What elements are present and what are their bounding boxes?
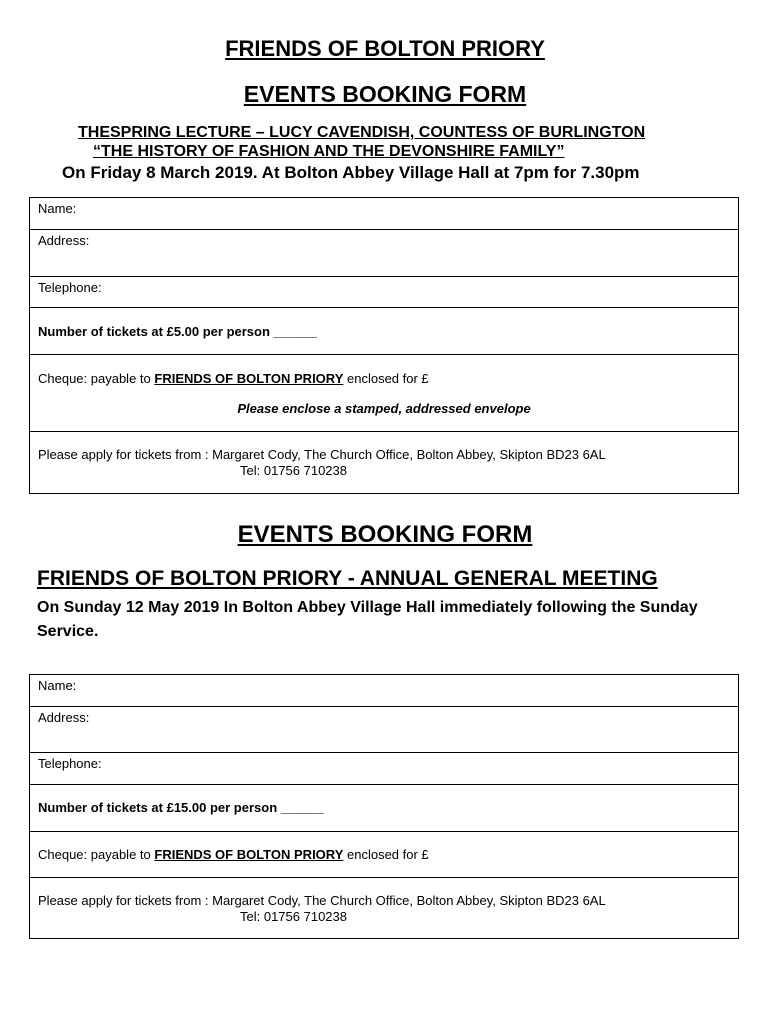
form-title: EVENTS BOOKING FORM	[243, 81, 527, 107]
agm-details: On Sunday 12 May 2019 In Bolton Abbey Village Hall immediately following the Sunday Service.	[37, 599, 698, 640]
cheque-prefix: Cheque: payable to	[38, 371, 155, 386]
name-label: Name:	[38, 201, 77, 216]
telephone-row[interactable]	[30, 753, 738, 785]
apply-line-1: Please apply for tickets from : Margaret Cody, The Church Office, Bolton Abbey, Skipton BD23 6AL	[38, 893, 606, 908]
cheque-suffix[interactable]: enclosed for £	[343, 371, 429, 386]
apply-line-1: Please apply for tickets from : Margaret Cody, The Church Office, Bolton Abbey, Skipton BD23 6AL	[38, 447, 606, 462]
envelope-note: Please enclose a stamped, addressed envelope	[237, 401, 531, 416]
lecture-title: THESPRING LECTURE – LUCY CAVENDISH, COUNTESS OF BURLINGTON	[78, 124, 646, 141]
cheque-line	[38, 847, 429, 862]
cheque-payee: FRIENDS OF BOLTON PRIORY	[154, 847, 344, 862]
name-row[interactable]	[30, 675, 738, 707]
apply-telephone: Tel: 01756 710238	[240, 463, 347, 478]
lecture-booking-form	[29, 197, 739, 494]
agm-form-title: EVENTS BOOKING FORM	[237, 521, 533, 548]
telephone-label: Telephone:	[38, 280, 102, 295]
lecture-date-venue: On Friday 8 March 2019. At Bolton Abbey Village Hall at 7pm for 7.30pm	[62, 163, 640, 182]
agm-booking-form	[29, 674, 739, 939]
tickets-row[interactable]	[30, 308, 738, 355]
tickets-label: Number of tickets at £15.00 per person ______	[38, 800, 325, 815]
apply-telephone: Tel: 01756 710238	[240, 909, 347, 924]
address-label: Address:	[38, 710, 90, 725]
tickets-label: Number of tickets at £5.00 per person ______	[38, 324, 317, 339]
cheque-suffix[interactable]: enclosed for £	[343, 847, 429, 862]
name-label: Name:	[38, 678, 77, 693]
telephone-label: Telephone:	[38, 756, 102, 771]
org-title: FRIENDS OF BOLTON PRIORY	[225, 36, 545, 61]
cheque-payee: FRIENDS OF BOLTON PRIORY	[154, 371, 344, 386]
lecture-subtitle: “THE HISTORY OF FASHION AND THE DEVONSHIRE FAMILY”	[93, 143, 565, 160]
name-row[interactable]	[30, 198, 738, 230]
apply-row	[30, 878, 738, 938]
cheque-prefix: Cheque: payable to	[38, 847, 155, 862]
tickets-row[interactable]	[30, 785, 738, 832]
cheque-row	[30, 355, 738, 432]
address-row[interactable]	[30, 707, 738, 753]
address-label: Address:	[38, 233, 90, 248]
telephone-row[interactable]	[30, 277, 738, 308]
cheque-row	[30, 832, 738, 878]
address-row[interactable]	[30, 230, 738, 277]
cheque-line	[38, 371, 429, 386]
agm-title: FRIENDS OF BOLTON PRIORY - ANNUAL GENERAL MEETING	[37, 567, 658, 590]
apply-row	[30, 432, 738, 493]
